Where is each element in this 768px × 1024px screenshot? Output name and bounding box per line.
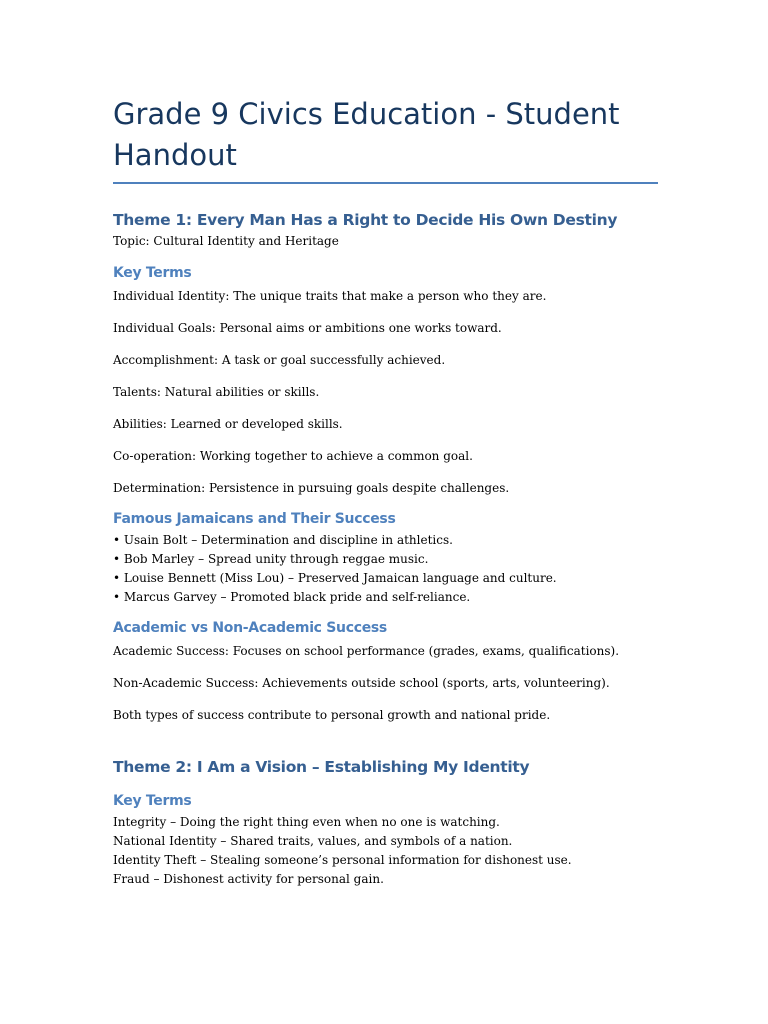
paragraph: Non-Academic Success: Achievements outside school (sports, arts, volunteering).	[113, 676, 610, 690]
list-item: • Bob Marley – Spread unity through reggae music.	[113, 552, 429, 566]
academic-success-list	[113, 642, 658, 725]
key-term: Individual Identity: The unique traits that make a person who they are.	[113, 289, 547, 303]
famous-jamaicans-heading: Famous Jamaicans and Their Success	[113, 511, 396, 527]
list-item: • Marcus Garvey – Promoted black pride and self-reliance.	[113, 590, 471, 604]
theme-1-heading: Theme 1: Every Man Has a Right to Decide His Own Destiny	[113, 211, 618, 229]
key-term: Accomplishment: A task or goal successfully achieved.	[113, 353, 446, 367]
key-term: Determination: Persistence in pursuing goals despite challenges.	[113, 481, 510, 495]
list-item: • Louise Bennett (Miss Lou) – Preserved Jamaican language and culture.	[113, 571, 557, 585]
key-term: Talents: Natural abilities or skills.	[113, 385, 320, 399]
key-term: Identity Theft – Stealing someone’s personal information for dishonest use.	[113, 853, 572, 867]
key-term: Fraud – Dishonest activity for personal gain.	[113, 872, 384, 886]
theme-2-heading: Theme 2: I Am a Vision – Establishing My Identity	[113, 758, 530, 776]
theme-1-key-terms-heading: Key Terms	[113, 265, 192, 281]
key-term: Co-operation: Working together to achieve a common goal.	[113, 449, 473, 463]
theme-1-topic: Topic: Cultural Identity and Heritage	[113, 234, 339, 248]
document-page	[113, 94, 658, 889]
theme-2-key-terms-list	[113, 813, 658, 889]
paragraph: Academic Success: Focuses on school performance (grades, exams, qualifications).	[113, 644, 620, 658]
key-term: National Identity – Shared traits, values, and symbols of a nation.	[113, 834, 513, 848]
key-term: Integrity – Doing the right thing even when no one is watching.	[113, 815, 500, 829]
key-term: Individual Goals: Personal aims or ambitions one works toward.	[113, 321, 502, 335]
key-term: Abilities: Learned or developed skills.	[113, 417, 343, 431]
famous-jamaicans-list	[113, 531, 658, 607]
paragraph: Both types of success contribute to personal growth and national pride.	[113, 708, 551, 722]
list-item: • Usain Bolt – Determination and discipline in athletics.	[113, 533, 453, 547]
page-title: Grade 9 Civics Education - Student Handout	[113, 94, 658, 184]
academic-success-heading: Academic vs Non-Academic Success	[113, 620, 387, 636]
theme-2-key-terms-heading: Key Terms	[113, 793, 192, 809]
theme-1-key-terms-list	[113, 287, 658, 498]
